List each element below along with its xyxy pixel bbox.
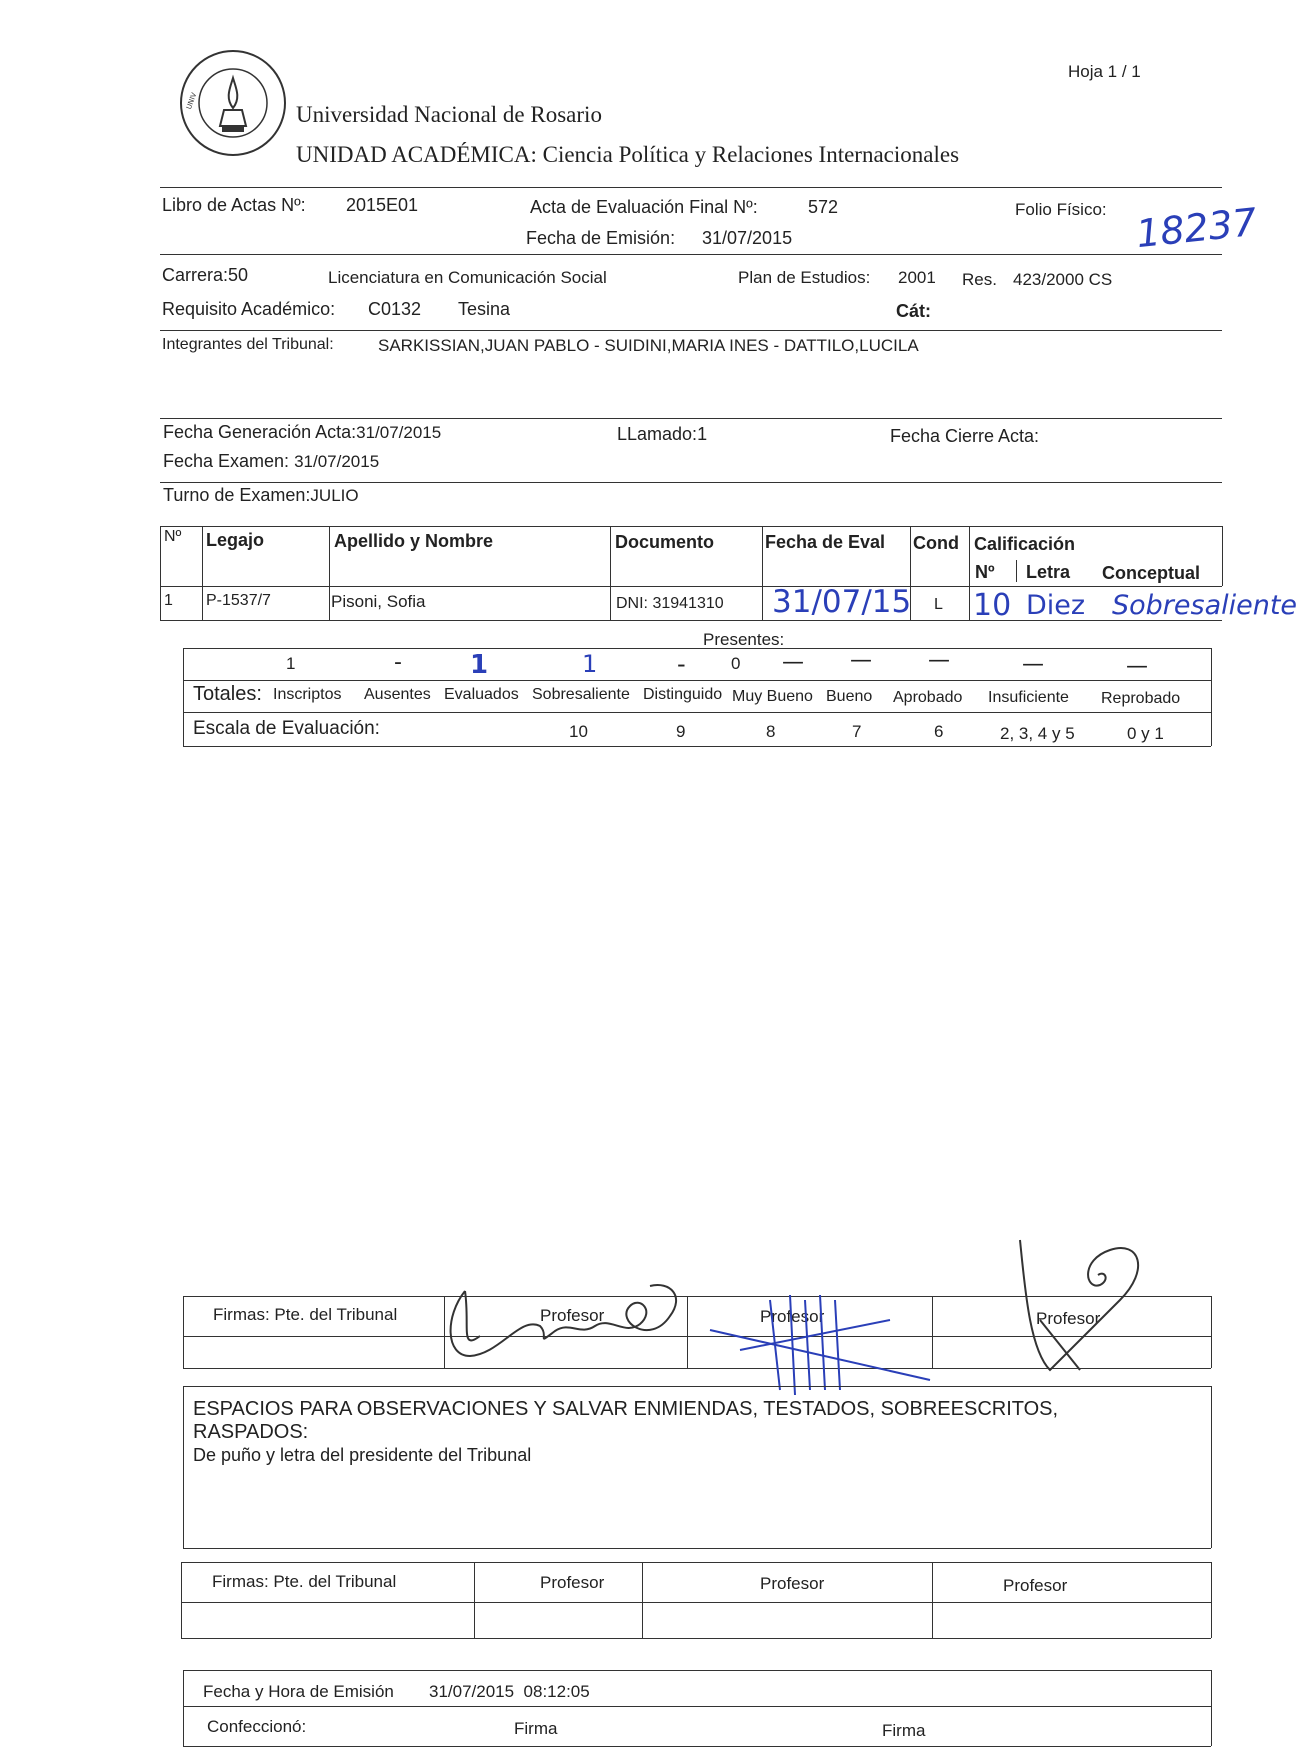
th-conceptual: Conceptual <box>1102 563 1201 583</box>
footer-border <box>183 1746 1211 1747</box>
cierre-label: Fecha Cierre Acta: <box>890 426 1040 446</box>
total-distinguido-dash: - <box>677 650 686 678</box>
escala-10: 10 <box>569 722 588 741</box>
signature-president <box>440 1276 690 1376</box>
footer-firma-1: Firma <box>514 1719 558 1738</box>
cell-cond: L <box>934 596 943 613</box>
signature-professor-2 <box>700 1290 940 1400</box>
th-n: Nº <box>164 528 182 545</box>
llamado <box>617 424 707 445</box>
emision-value: 31/07/2015 <box>702 228 793 248</box>
footer-confecciono: Confeccionó: <box>207 1717 307 1736</box>
obs-border <box>183 1386 184 1548</box>
col-distinguido: Distinguido <box>643 686 723 703</box>
academic-unit: UNIDAD ACADÉMICA: Ciencia Política y Relaciones Internacionales <box>296 142 960 167</box>
col-muybueno: Muy Bueno <box>732 688 813 705</box>
sig2-border <box>181 1638 1211 1639</box>
total-evaluados: 1 <box>470 650 489 680</box>
plan-label: Plan de Estudios: <box>738 268 871 287</box>
sig1-prof1-label: Profesor <box>540 1306 605 1325</box>
totales-label: Totales: <box>193 683 262 705</box>
carrera-label <box>162 265 248 286</box>
svg-text:UNIV: UNIV <box>184 91 199 111</box>
escala-insuf: 2, 3, 4 y 5 <box>1000 724 1075 743</box>
totals-border <box>183 680 1211 681</box>
footer-emision-value: 31/07/2015 08:12:05 <box>429 1682 590 1701</box>
sig2-border <box>932 1562 933 1638</box>
cat-label: Cát: <box>896 301 931 321</box>
generacion-label-text: Fecha Generación Acta: <box>163 422 357 442</box>
libro-label: Libro de Actas Nº: <box>162 195 306 215</box>
sig2-border <box>181 1562 182 1638</box>
sig-border <box>1211 1296 1212 1368</box>
total-distinguido: 0 <box>731 654 741 673</box>
examen-label: Fecha Examen: <box>163 451 290 471</box>
cell-letra: Diez <box>1026 590 1086 621</box>
th-calificacion: Calificación <box>974 534 1076 554</box>
divider <box>160 482 1222 483</box>
carrera-name: Licenciatura en Comunicación Social <box>328 268 607 287</box>
obs-line-1: ESPACIOS PARA OBSERVACIONES Y SALVAR ENMIENDAS, TESTADOS, SOBREESCRITOS, <box>193 1398 1059 1420</box>
cell-n: 1 <box>164 592 173 609</box>
obs-line-3: De puño y letra del presidente del Tribunal <box>193 1445 532 1465</box>
table-border <box>610 526 611 620</box>
res-label: Res. <box>962 270 997 289</box>
table-border <box>1222 526 1223 586</box>
examen-value: 31/07/2015 <box>294 452 380 471</box>
carrera-code: 50 <box>228 265 249 285</box>
total-sobresaliente: 1 <box>582 650 598 678</box>
cell-documento: DNI: 31941310 <box>616 595 724 612</box>
turno <box>163 485 359 506</box>
folio-label: Folio Físico: <box>1015 200 1107 219</box>
th-cond: Cond <box>913 533 959 553</box>
totals-border <box>183 648 796 649</box>
col-ausentes: Ausentes <box>364 686 431 703</box>
divider <box>160 418 1222 419</box>
university-seal <box>178 48 288 158</box>
acta-value: 572 <box>808 197 839 217</box>
sig1-prof3-label: Profesor <box>1036 1309 1101 1328</box>
th-letra: Letra <box>1026 562 1071 582</box>
footer-firma-2: Firma <box>882 1721 926 1740</box>
col-reprobado: Reprobado <box>1101 690 1181 707</box>
presentes-label: Presentes: <box>703 630 785 649</box>
table-border <box>202 526 203 620</box>
turno-value: JULIO <box>310 486 359 505</box>
sig2-border <box>1211 1562 1212 1638</box>
divider <box>160 330 1222 331</box>
table-border <box>160 526 161 620</box>
acta-label: Acta de Evaluación Final Nº: <box>530 197 758 217</box>
sig2-prof2-label: Profesor <box>760 1574 825 1593</box>
total-inscriptos: 1 <box>286 654 296 673</box>
escala-reprob: 0 y 1 <box>1127 724 1164 743</box>
cell-nombre: Pisoni, Sofia <box>331 592 426 611</box>
divider <box>160 187 1222 188</box>
escala-8: 8 <box>766 722 776 741</box>
obs-border <box>183 1386 1211 1387</box>
th-fecha: Fecha de Eval <box>765 532 886 552</box>
col-bueno: Bueno <box>826 688 873 705</box>
th-nombre: Apellido y Nombre <box>334 531 494 551</box>
divider <box>160 254 1222 255</box>
tribunal-members: SARKISSIAN,JUAN PABLO - SUIDINI,MARIA INES - DATTILO,LUCILA <box>378 336 919 355</box>
sig-border <box>183 1296 184 1368</box>
obs-line-2: RASPADOS: <box>193 1421 309 1443</box>
libro-value: 2015E01 <box>346 195 419 215</box>
sig2-prof3-label: Profesor <box>1003 1576 1068 1595</box>
carrera-label-text: Carrera: <box>162 265 229 285</box>
col-insuficiente: Insuficiente <box>988 689 1069 706</box>
footer-emision-label: Fecha y Hora de Emisión <box>203 1682 394 1701</box>
sig2-border <box>181 1602 1211 1603</box>
totals-border <box>183 746 1211 747</box>
escala-label: Escala de Evaluación: <box>193 718 380 739</box>
tribunal-label: Integrantes del Tribunal: <box>162 336 334 353</box>
signature-professor-3 <box>1010 1230 1160 1380</box>
generacion-label <box>163 422 441 443</box>
escala-7: 7 <box>852 722 862 741</box>
col-evaluados: Evaluados <box>444 686 519 703</box>
total-insuficiente: — <box>1022 652 1044 677</box>
sig2-prof1-label: Profesor <box>540 1573 605 1592</box>
sig2-border <box>181 1562 1211 1563</box>
col-inscriptos: Inscriptos <box>273 686 342 703</box>
sig1-pte-label: Firmas: Pte. del Tribunal <box>213 1305 398 1324</box>
escala-6: 6 <box>934 722 944 741</box>
table-border <box>1016 560 1017 582</box>
requisito-name: Tesina <box>458 299 511 319</box>
th-legajo: Legajo <box>206 530 265 550</box>
sig2-border <box>474 1562 475 1638</box>
table-border <box>329 526 330 620</box>
col-aprobado: Aprobado <box>893 689 963 706</box>
totals-border <box>183 648 184 746</box>
total-muybueno: — <box>782 650 804 675</box>
plan-value: 2001 <box>898 268 936 287</box>
emision-label: Fecha de Emisión: <box>526 228 676 248</box>
total-aprobado: — <box>928 648 950 673</box>
sig2-border <box>642 1562 643 1638</box>
obs-border <box>1211 1386 1212 1548</box>
cell-cal-n: 10 <box>973 588 1012 623</box>
totals-border <box>183 712 1211 713</box>
obs-border <box>183 1548 1211 1549</box>
requisito-label: Requisito Académico: <box>162 299 336 319</box>
turno-label: Turno de Examen: <box>163 485 311 505</box>
footer-border <box>183 1670 184 1746</box>
sig2-pte-label: Firmas: Pte. del Tribunal <box>212 1572 397 1591</box>
cell-conceptual: Sobresaliente <box>1112 590 1297 621</box>
table-border <box>160 586 1222 587</box>
sig1-prof2-label: Profesor <box>760 1307 825 1326</box>
sheet-number: Hoja 1 / 1 <box>1068 62 1141 81</box>
col-sobresaliente: Sobresaliente <box>532 686 630 703</box>
total-reprobado: — <box>1126 654 1148 679</box>
folio-value: 18237 <box>1134 199 1259 257</box>
generacion-value: 31/07/2015 <box>356 423 442 442</box>
footer-border <box>183 1706 1211 1707</box>
footer-border <box>1211 1670 1212 1746</box>
res-value: 423/2000 CS <box>1013 270 1113 289</box>
footer-border <box>183 1670 1211 1671</box>
total-bueno: — <box>850 648 872 673</box>
examen-fecha <box>163 451 379 472</box>
cell-legajo: P-1537/7 <box>206 592 271 609</box>
totals-border <box>1211 648 1212 746</box>
table-border <box>762 526 763 620</box>
llamado-value: 1 <box>697 424 708 444</box>
total-ausentes: - <box>394 650 402 675</box>
cell-fecha: 31/07/15 <box>772 584 912 620</box>
table-border <box>969 526 970 620</box>
escala-9: 9 <box>676 722 686 741</box>
university-name: Universidad Nacional de Rosario <box>296 102 602 127</box>
th-cal-n: Nº <box>975 562 995 582</box>
table-border <box>160 526 1222 527</box>
requisito-code: C0132 <box>368 299 422 319</box>
th-documento: Documento <box>615 532 714 552</box>
llamado-label: LLamado: <box>617 424 698 444</box>
